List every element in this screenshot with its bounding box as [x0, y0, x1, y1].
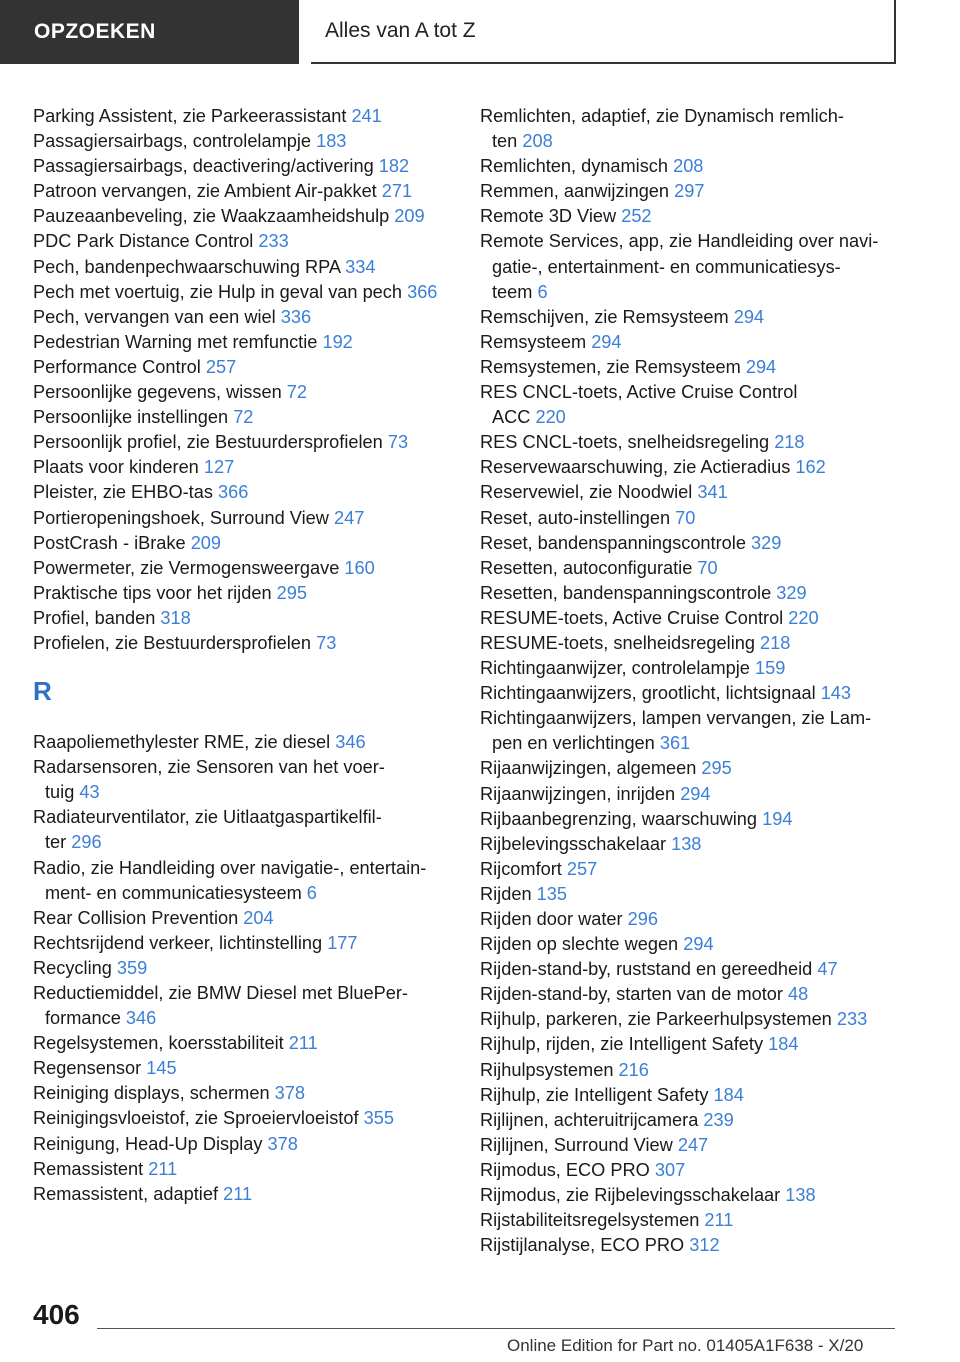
index-entry: [33, 229, 453, 254]
index-entry: [480, 606, 910, 631]
page-link[interactable]: 294: [680, 783, 711, 804]
page-link[interactable]: 220: [788, 607, 819, 628]
page-link[interactable]: 241: [351, 106, 382, 126]
page-link[interactable]: 220: [535, 407, 566, 428]
index-entry: [480, 179, 910, 204]
entry-text: PostCrash - iBrake: [33, 532, 186, 553]
entry-text: Remsystemen, zie Remsysteem: [480, 356, 741, 377]
page-link[interactable]: 43: [79, 782, 100, 803]
page-link[interactable]: 233: [258, 231, 289, 252]
entry-text: Rijden op slechte wegen: [480, 934, 679, 955]
entry-text: Reiniging displays, schermen: [33, 1083, 270, 1104]
page-link[interactable]: 6: [537, 281, 548, 302]
page-link[interactable]: 208: [673, 156, 704, 177]
page-number: 406: [33, 1299, 80, 1330]
index-entry: [33, 280, 453, 305]
page-header: [0, 0, 960, 66]
index-entry: [480, 1233, 910, 1258]
index-entry: [33, 581, 453, 606]
page-link[interactable]: 312: [689, 1235, 720, 1256]
page-link[interactable]: 355: [363, 1108, 394, 1129]
index-entry: [480, 882, 910, 907]
page-link[interactable]: 160: [344, 557, 375, 578]
page-link[interactable]: 70: [697, 557, 718, 578]
index-entry: RES CNCL-toets, Active Cruise Control ACC 220: [480, 382, 798, 428]
page-link[interactable]: 6: [306, 882, 317, 903]
entry-text: Regensensor: [33, 1058, 142, 1079]
index-entry: [480, 355, 910, 380]
entry-group-p: [33, 104, 453, 656]
page-link[interactable]: 336: [280, 306, 312, 327]
index-entry: [480, 1007, 910, 1032]
page-link[interactable]: 378: [274, 1083, 305, 1104]
index-entry: [480, 480, 910, 505]
page-link[interactable]: 208: [522, 131, 553, 152]
entry-text: Reset, bandenspanningscontrole: [480, 532, 746, 553]
page-link[interactable]: 72: [286, 382, 307, 403]
page-link[interactable]: 295: [701, 758, 732, 779]
entry-text: Persoonlijke gegevens, wissen: [33, 382, 282, 403]
index-entry: [480, 1133, 910, 1158]
page-link[interactable]: 138: [671, 833, 702, 854]
entry-text: Profiel, banden: [33, 607, 156, 628]
entry-text: Rear Collision Prevention: [33, 907, 239, 928]
index-entry: [480, 204, 910, 229]
edition-note: Online Edition for Part no. 01405A1F638 - X/20: [507, 1336, 864, 1355]
index-entry: [33, 956, 453, 981]
entry-text: RESUME-toets, Active Cruise Control: [480, 607, 784, 628]
index-entry: [480, 957, 910, 982]
index-entry: [33, 730, 453, 755]
entry-text: Rijhulp, rijden, zie Intelligent Safety: [480, 1034, 764, 1055]
page-link[interactable]: 72: [233, 407, 254, 428]
entry-text: Rijden-stand-by, starten van de motor: [480, 984, 783, 1005]
entry-text: Pech, bandenpechwaarschuwing RPA: [33, 256, 341, 277]
index-entry: [33, 1056, 453, 1081]
index-entry: [480, 756, 910, 781]
index-entry: [480, 556, 910, 581]
index-entry: [480, 982, 910, 1007]
index-entry: [480, 681, 910, 706]
entry-text: Profielen, zie Bestuurdersprofielen: [33, 632, 312, 653]
entry-text: Persoonlijke instellingen: [33, 407, 229, 428]
page-link[interactable]: 378: [267, 1133, 298, 1154]
entry-text: Parking Assistent, zie Parkeerassistant: [33, 106, 347, 126]
page-link[interactable]: 329: [776, 582, 807, 603]
page-link[interactable]: 257: [566, 858, 598, 879]
page-link[interactable]: 216: [618, 1059, 649, 1080]
entry-text: Rijmodus, ECO PRO: [480, 1159, 650, 1180]
index-entry: [480, 857, 910, 882]
page-link[interactable]: 47: [817, 959, 838, 980]
page-link[interactable]: 209: [190, 532, 222, 553]
index-entry: [480, 907, 910, 932]
index-entry: [480, 631, 910, 656]
entry-text: Patroon vervangen, zie Ambient Air-pakket: [33, 181, 377, 202]
page-link[interactable]: 159: [754, 658, 786, 679]
page-link[interactable]: 346: [335, 732, 366, 753]
entry-text: Remote 3D View: [480, 206, 617, 227]
entry-text: Performance Control: [33, 356, 201, 377]
entry-text: Recycling: [33, 957, 112, 978]
index-entry: [480, 330, 910, 355]
page-link[interactable]: 252: [621, 206, 652, 227]
index-entry: [480, 656, 910, 681]
page-link[interactable]: 204: [243, 907, 274, 928]
entry-group-r: [33, 730, 453, 1207]
page-link[interactable]: 366: [217, 482, 249, 503]
entry-text: Passagiersairbags, controlelampje: [33, 131, 312, 152]
page-link[interactable]: 233: [836, 1009, 868, 1030]
index-entry: [480, 1183, 910, 1208]
page-link[interactable]: 135: [536, 883, 567, 904]
page-link[interactable]: 247: [677, 1134, 709, 1155]
index-entry: Richtingaanwijzers, lampen vervangen, zie Lam- pen en verlichtingen 361: [480, 708, 872, 754]
page-link[interactable]: 48: [788, 984, 809, 1005]
entry-text: Rechtsrijdend verkeer, lichtinstelling: [33, 932, 323, 953]
index-entry: [33, 330, 453, 355]
page-link[interactable]: 346: [125, 1008, 157, 1029]
index-entry: [480, 807, 910, 832]
index-entry: [33, 255, 453, 280]
page-link[interactable]: 211: [704, 1210, 734, 1231]
index-entry: [33, 380, 453, 405]
page-link[interactable]: 145: [146, 1058, 177, 1079]
entry-text: Pedestrian Warning met remfunctie: [33, 331, 318, 352]
index-entry: [33, 204, 453, 229]
index-entry: [33, 506, 453, 531]
page-link[interactable]: 182: [378, 156, 410, 177]
page-link[interactable]: 294: [733, 306, 765, 327]
index-entry: [33, 931, 453, 956]
page-link[interactable]: 307: [654, 1159, 686, 1180]
entry-text: Powermeter, zie Vermogensweergave: [33, 557, 340, 578]
entry-text: Richtingaanwijzers, grootlicht, lichtsignaal: [480, 683, 816, 704]
entry-text: Resetten, bandenspanningscontrole: [480, 582, 772, 603]
index-entry: [33, 154, 453, 179]
entry-text: Remmen, aanwijzingen: [480, 181, 670, 202]
page-link[interactable]: 239: [703, 1109, 734, 1130]
entry-text: Remassistent, adaptief: [33, 1183, 219, 1204]
entry-text: Rijhulp, parkeren, zie Parkeerhulpsystemen: [480, 1009, 832, 1030]
entry-text: Reinigingsvloeistof, zie Sproeiervloeistof: [33, 1108, 359, 1129]
entry-text: Reinigung, Head-Up Display: [33, 1133, 263, 1154]
index-entry: [480, 1032, 910, 1057]
page-link[interactable]: 211: [288, 1033, 318, 1054]
index-entry: [480, 506, 910, 531]
page-link[interactable]: 218: [760, 632, 791, 653]
index-entry: [33, 480, 453, 505]
page-link[interactable]: 192: [322, 331, 353, 352]
entry-text: Praktische tips voor het rijden: [33, 582, 272, 603]
page-link[interactable]: 73: [316, 632, 337, 653]
entry-text: Rijmodus, zie Rijbelevingsschakelaar: [480, 1185, 781, 1206]
index-entry: Radio, zie Handleiding over navigatie-, entertain- ment- en communicatiesysteem 6: [33, 857, 427, 903]
page-link[interactable]: 177: [327, 932, 358, 953]
entry-text: Rijaanwijzingen, algemeen: [480, 758, 697, 779]
entry-text: Reset, auto-instellingen: [480, 507, 671, 528]
page-link[interactable]: 361: [659, 733, 691, 754]
index-entry: [33, 606, 453, 631]
footer-divider: [97, 1328, 895, 1329]
entry-text: Remlichten, dynamisch: [480, 156, 669, 177]
page-link[interactable]: 73: [387, 432, 409, 453]
index-entry: [33, 1132, 453, 1157]
index-entry: [33, 129, 453, 154]
entry-text: Pech, vervangen van een wiel: [33, 306, 276, 327]
index-entry: [33, 405, 453, 430]
page-link[interactable]: 211: [148, 1158, 178, 1179]
index-entry: [33, 1182, 453, 1207]
entry-text: Passagiersairbags, deactivering/activering: [33, 156, 374, 177]
entry-text: Rijbelevingsschakelaar: [480, 833, 667, 854]
section-letter-heading: R: [33, 676, 52, 707]
entry-text: Rijden-stand-by, ruststand en gereedheid: [480, 959, 813, 980]
page-link[interactable]: 184: [713, 1084, 744, 1105]
section-tab: OPZOEKEN: [0, 0, 299, 64]
index-entry: [33, 531, 453, 556]
entry-text: Reservewaarschuwing, zie Actieradius: [480, 457, 791, 478]
entry-text: RESUME-toets, snelheidsregeling: [480, 632, 755, 653]
page-link[interactable]: 138: [785, 1185, 816, 1206]
entry-text: Rijden: [480, 883, 532, 904]
page-link[interactable]: 209: [394, 206, 425, 227]
page-link[interactable]: 70: [675, 507, 696, 528]
index-entry: [33, 1157, 453, 1182]
page-link[interactable]: 359: [116, 957, 148, 978]
entry-text: Rijden door water: [480, 909, 623, 929]
index-entry: [480, 531, 910, 556]
page-link[interactable]: 294: [683, 934, 714, 955]
index-entry: [480, 305, 910, 330]
chapter-title: Alles van A tot Z: [311, 0, 896, 64]
index-entry: [480, 1108, 910, 1133]
index-entry: [33, 430, 453, 455]
page-link[interactable]: 143: [820, 683, 852, 704]
index-entry: [480, 1158, 910, 1183]
page-link[interactable]: 341: [697, 482, 728, 503]
entry-text: Rijaanwijzingen, inrijden: [480, 783, 676, 804]
page-link[interactable]: 318: [160, 607, 191, 628]
index-entry: [33, 355, 453, 380]
index-entry: [480, 430, 910, 455]
page-link[interactable]: 294: [591, 331, 622, 352]
index-entry: [33, 1106, 453, 1131]
index-entry: [480, 932, 910, 957]
entry-text: Rijlijnen, Surround View: [480, 1134, 673, 1155]
page-link[interactable]: 297: [674, 181, 705, 202]
index-column-right: [480, 104, 910, 1258]
page-link[interactable]: 162: [795, 457, 826, 478]
entry-text: Rijhulp, zie Intelligent Safety: [480, 1084, 709, 1105]
entry-text: Rijstabiliteitsregelsystemen: [480, 1210, 700, 1231]
index-entry: [33, 906, 453, 931]
page-link[interactable]: 295: [276, 582, 307, 603]
entry-text: RES CNCL-toets, snelheidsregeling: [480, 432, 770, 453]
page-link[interactable]: 296: [627, 909, 658, 929]
index-entry: [33, 455, 453, 480]
index-entry: Remote Services, app, zie Handleiding over navi- gatie-, entertainment- en communicatiesys- teem 6: [480, 231, 879, 302]
page-link[interactable]: 334: [345, 256, 376, 277]
index-entry: [33, 1081, 453, 1106]
page-link[interactable]: 184: [768, 1034, 799, 1055]
index-entry: Radarsensoren, zie Sensoren van het voer- tuig 43: [33, 757, 385, 803]
page-link[interactable]: 329: [751, 532, 782, 553]
index-entry: Reductiemiddel, zie BMW Diesel met BluePer- formance 346: [33, 983, 408, 1029]
index-entry: [480, 782, 910, 807]
index-entry: [33, 179, 453, 204]
index-entry: Remlichten, adaptief, zie Dynamisch remlich- ten 208: [480, 106, 844, 152]
entry-text: Pech met voertuig, zie Hulp in geval van pech: [33, 281, 403, 302]
index-entry: [33, 556, 453, 581]
index-entry: [480, 1208, 910, 1233]
index-entry: [33, 1031, 453, 1056]
index-entry: [33, 305, 453, 330]
page-link[interactable]: 211: [223, 1183, 253, 1204]
index-entry: [33, 104, 453, 129]
entry-text: Pleister, zie EHBO-tas: [33, 482, 213, 503]
index-entry: [480, 832, 910, 857]
entry-text: Richtingaanwijzer, controlelampje: [480, 658, 750, 679]
page-link[interactable]: 247: [333, 507, 365, 528]
page-link[interactable]: 271: [381, 181, 413, 202]
page-link[interactable]: 296: [71, 832, 102, 853]
entry-text: Pauzeaanbeveling, zie Waakzaamheidshulp: [33, 206, 390, 227]
entry-text: Remsysteem: [480, 331, 587, 352]
page-link[interactable]: 183: [316, 131, 347, 152]
entry-text: Rijbaanbegrenzing, waarschuwing: [480, 808, 758, 829]
index-entry: [480, 154, 910, 179]
page-link[interactable]: 127: [203, 457, 235, 478]
entry-text: Rijhulpsystemen: [480, 1059, 614, 1080]
index-entry: [480, 1083, 910, 1108]
entry-text: PDC Park Distance Control: [33, 231, 254, 252]
page-link[interactable]: 257: [205, 356, 237, 377]
entry-text: Reservewiel, zie Noodwiel: [480, 482, 693, 503]
entry-text: Rijlijnen, achteruitrijcamera: [480, 1109, 699, 1130]
page-link[interactable]: 194: [762, 808, 793, 829]
page-link[interactable]: 366: [407, 281, 438, 302]
entry-text: Rijcomfort: [480, 858, 562, 879]
entry-text: Raapoliemethylester RME, zie diesel: [33, 732, 331, 753]
page-link[interactable]: 218: [774, 432, 805, 453]
index-column-left: [33, 104, 453, 1207]
index-entry: [33, 631, 453, 656]
page-link[interactable]: 294: [745, 356, 777, 377]
entry-text: Plaats voor kinderen: [33, 457, 199, 478]
index-entry: [480, 455, 910, 480]
entry-text: Remschijven, zie Remsysteem: [480, 306, 729, 327]
entry-text: Regelsystemen, koersstabiliteit: [33, 1033, 284, 1054]
entry-text: Resetten, autoconfiguratie: [480, 557, 693, 578]
index-entry: [480, 1058, 910, 1083]
index-entry: [480, 581, 910, 606]
index-entry: Radiateurventilator, zie Uitlaatgaspartikelfil- ter 296: [33, 807, 382, 853]
entry-text: Persoonlijk profiel, zie Bestuurdersprofielen: [33, 432, 383, 453]
entry-text: Rijstijlanalyse, ECO PRO: [480, 1235, 685, 1256]
entry-text: Remassistent: [33, 1158, 144, 1179]
entry-text: Portieropeningshoek, Surround View: [33, 507, 329, 528]
